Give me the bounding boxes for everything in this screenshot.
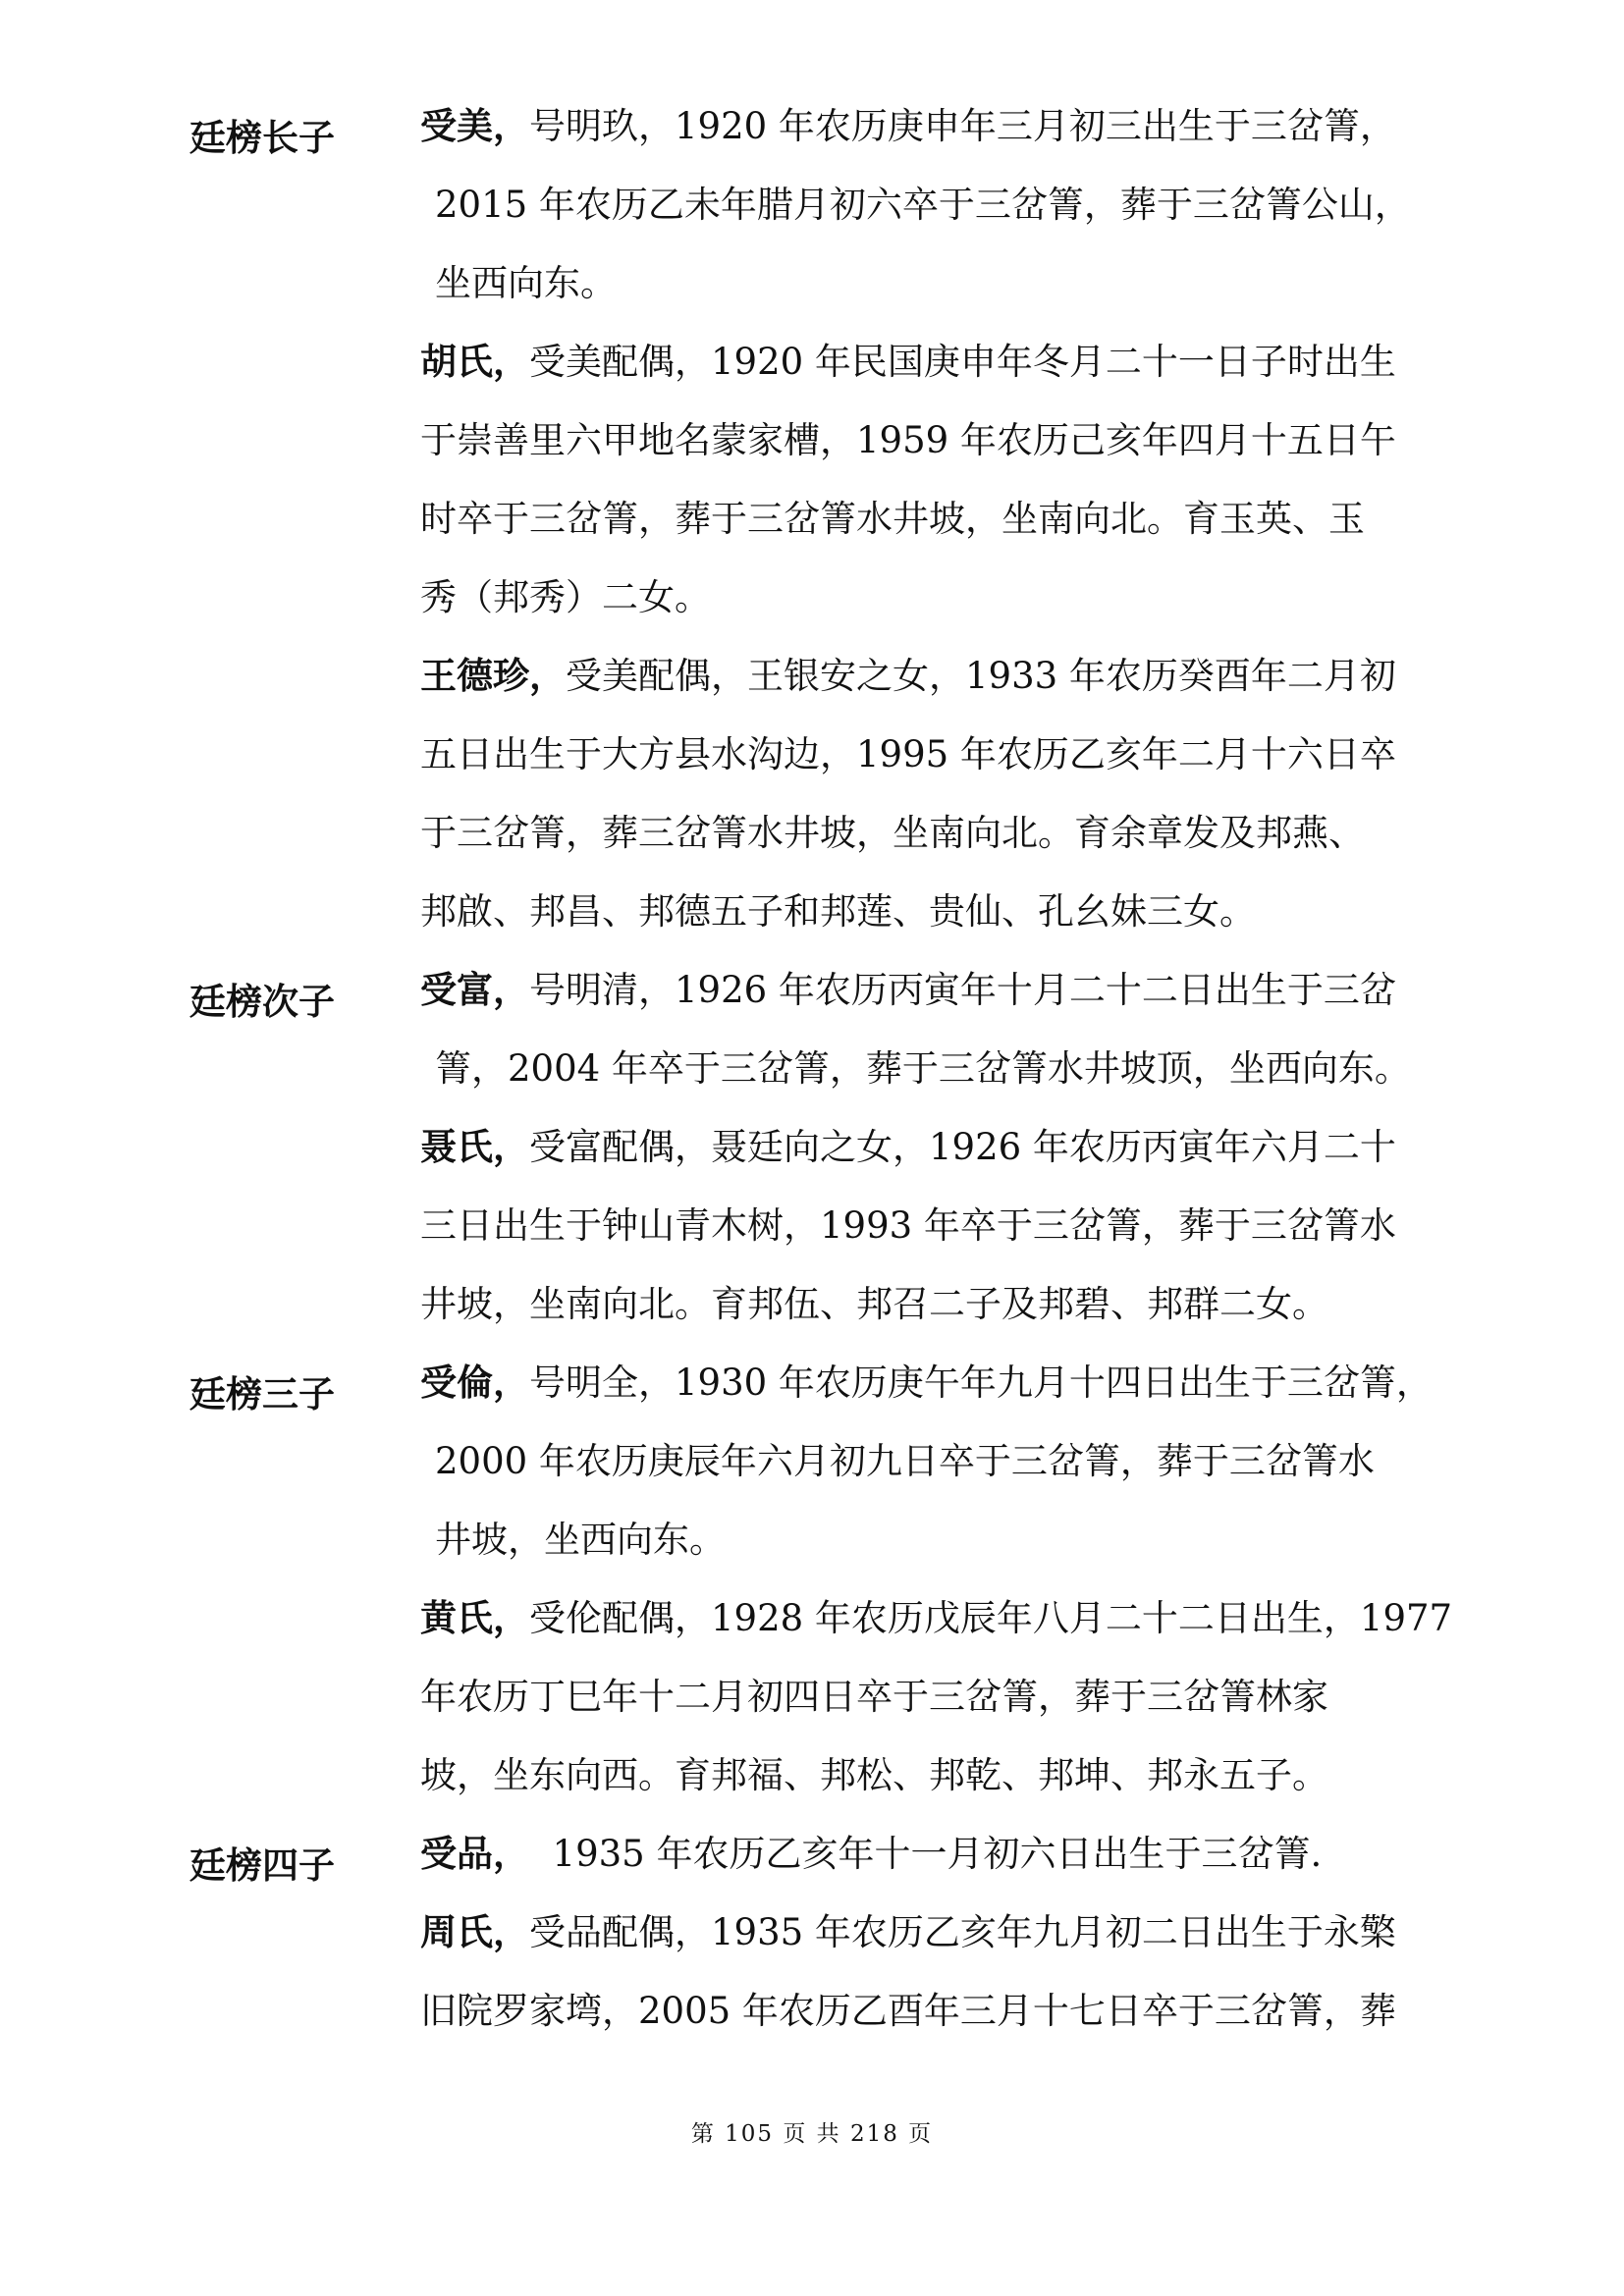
text-line: 受美，号明玖，1920 年农历庚申年三月初三出生于三岔箐， [420,105,1396,147]
text-line: 年农历丁巳年十二月初四日卒于三岔箐，葬于三岔箐林家 [420,1676,1328,1718]
entry-label: 廷榜次子 [189,981,335,1023]
text-line: 聂氏，受富配偶，聂廷向之女，1926 年农历丙寅年六月二十 [420,1126,1396,1168]
text-line: 胡氏，受美配偶，1920 年民国庚申年冬月二十一日子时出生 [420,341,1396,383]
text-line: 受富，号明清，1926 年农历丙寅年十月二十二日出生于三岔 [420,969,1396,1011]
text-line: 秀（邦秀）二女。 [420,576,711,618]
person-name: 受品， [420,1833,529,1875]
text-line: 受倫，号明全，1930 年农历庚午年九月十四日出生于三岔箐， [420,1362,1433,1404]
text-line: 2015 年农历乙未年腊月初六卒于三岔箐，葬于三岔箐公山， [435,184,1411,226]
text-line: 坡，坐东向西。育邦福、邦松、邦乾、邦坤、邦永五子。 [420,1754,1328,1796]
text-line: 箐，2004 年卒于三岔箐，葬于三岔箐水井坡顶，坐西向东。 [435,1047,1411,1090]
text-line: 邦啟、邦昌、邦德五子和邦莲、贵仙、孔幺妹三女。 [420,890,1256,933]
text-line: 时卒于三岔箐，葬于三岔箐水井坡，坐南向北。育玉英、玉 [420,498,1365,540]
text-line: 五日出生于大方县水沟边，1995 年农历乙亥年二月十六日卒 [420,733,1396,775]
person-name: 受美， [420,105,529,147]
spouse-name: 胡氏， [420,341,529,383]
text-line: 周氏，受品配偶，1935 年农历乙亥年九月初二日出生于永檠 [420,1911,1396,1953]
spouse-name: 王德珍， [420,655,566,697]
text-line: 于崇善里六甲地名蒙家槽，1959 年农历己亥年四月十五日午 [420,419,1396,461]
person-name: 受富， [420,969,529,1011]
spouse-name: 周氏， [420,1911,529,1953]
text-line: 坐西向东。 [435,262,617,304]
text-line: 于三岔箐，葬三岔箐水井坡，坐南向北。育余章发及邦燕、 [420,812,1365,854]
text-line: 井坡，坐南向北。育邦伍、邦召二子及邦碧、邦群二女。 [420,1283,1328,1325]
entry-label: 廷榜三子 [189,1373,335,1415]
text-line: 旧院罗家塆，2005 年农历乙酉年三月十七日卒于三岔箐，葬 [420,1990,1396,2032]
text-line: 受品， 1935 年农历乙亥年十一月初六日出生于三岔箐. [420,1833,1323,1875]
text-line: 井坡，坐西向东。 [435,1519,726,1561]
text-line: 王德珍，受美配偶，王银安之女，1933 年农历癸酉年二月初 [420,655,1396,697]
spouse-name: 黄氏， [420,1597,529,1639]
text-line: 三日出生于钟山青木树，1993 年卒于三岔箐，葬于三岔箐水 [420,1204,1396,1247]
spouse-name: 聂氏， [420,1126,529,1168]
text-line: 黄氏，受伦配偶，1928 年农历戊辰年八月二十二日出生，1977 [420,1597,1453,1639]
entry-label: 廷榜四子 [189,1844,335,1887]
page-footer: 第 105 页 共 218 页 [690,2121,934,2147]
entry-label: 廷榜长子 [189,117,335,159]
person-name: 受倫， [420,1362,529,1404]
text-line: 2000 年农历庚辰年六月初九日卒于三岔箐，葬于三岔箐水 [435,1440,1375,1482]
